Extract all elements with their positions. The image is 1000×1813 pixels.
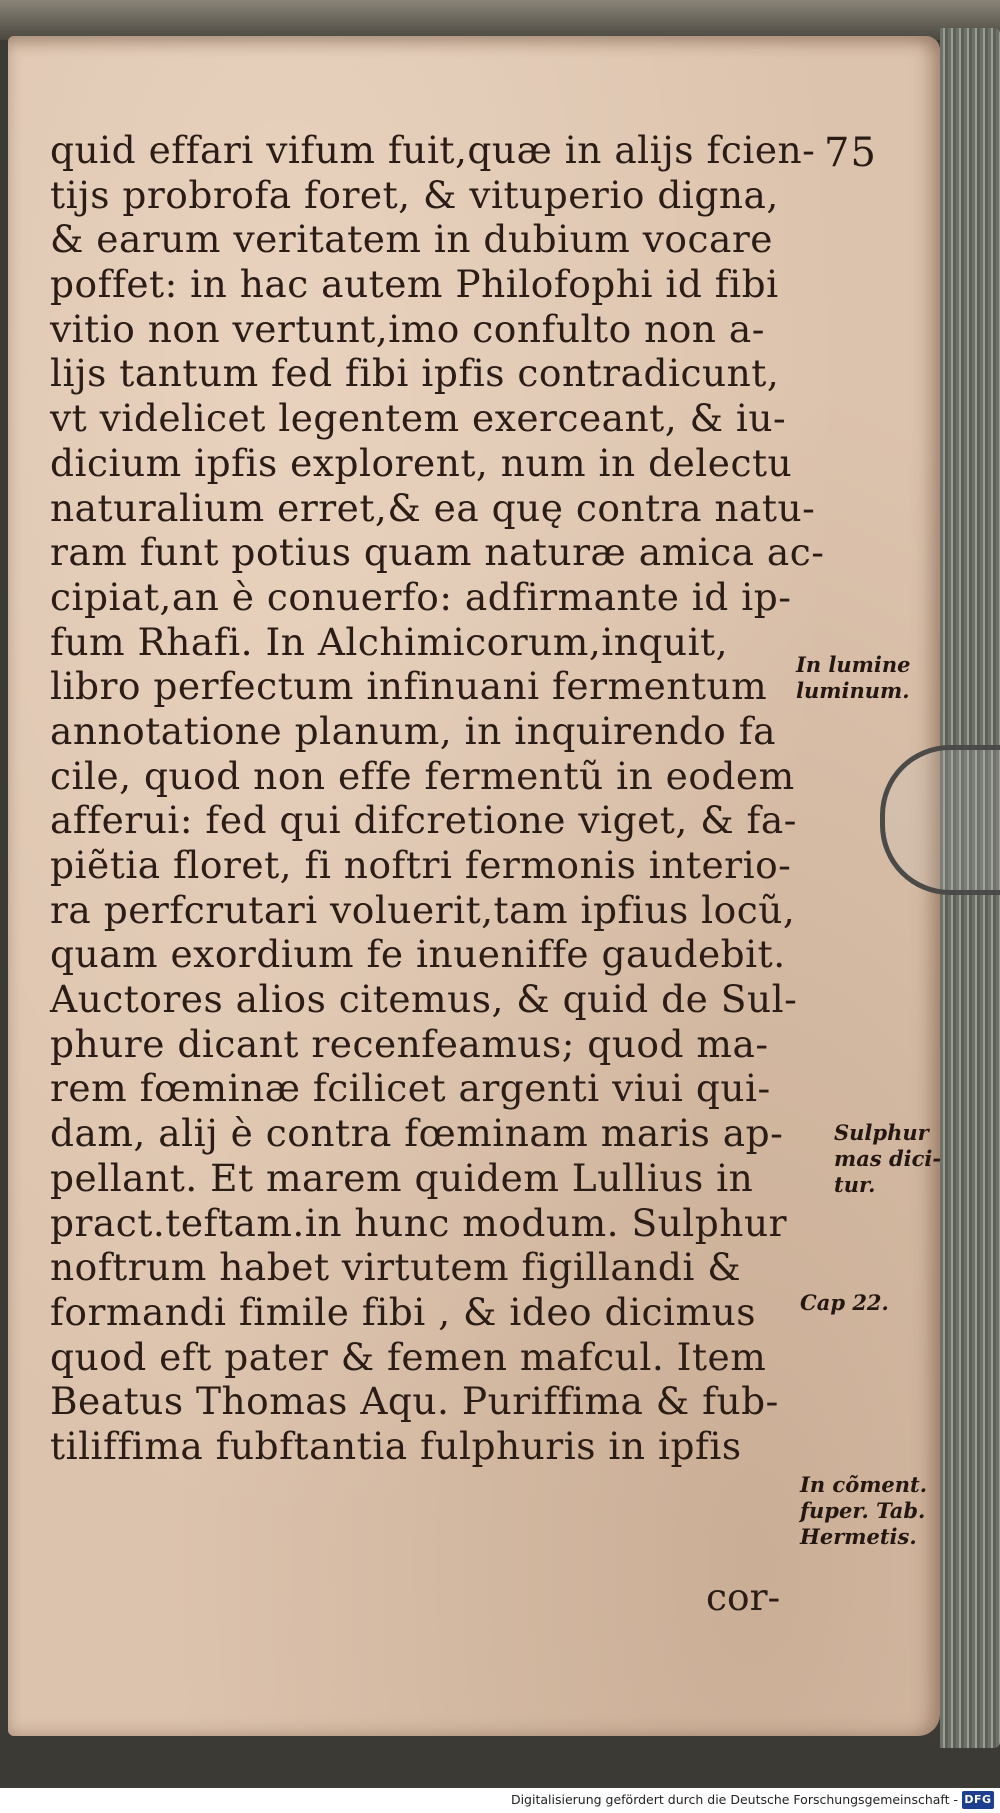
text-line: cile, quod non effe fermentũ in eodem bbox=[50, 753, 795, 798]
text-line: naturalium erret,& ea quę contra natu- bbox=[50, 485, 816, 530]
page-number: 75 bbox=[824, 130, 877, 176]
text-line: cipiat,an è conuerfo: adfirmante id ip- bbox=[50, 574, 792, 619]
text-line: lijs tantum fed fibi ipfis contradicunt, bbox=[50, 351, 780, 396]
text-line: ram funt potius quam naturæ amica ac- bbox=[50, 530, 825, 575]
text-line: afferui: fed qui difcretione viget, & fa- bbox=[50, 798, 797, 843]
marginal-note bbox=[834, 1120, 941, 1198]
text-line: vitio non vertunt,imo confulto non a- bbox=[50, 306, 765, 351]
text-line: quod eft pater & femen mafcul. Item bbox=[50, 1334, 767, 1379]
text-line: vt videlicet legentem exerceant, & iu- bbox=[50, 396, 787, 441]
text-line: noftrum habet virtutem figillandi & bbox=[50, 1245, 742, 1290]
marginal-note-line: Sulphur bbox=[834, 1120, 929, 1145]
body-text bbox=[50, 128, 825, 1469]
marginal-note-line: Hermetis. bbox=[800, 1524, 917, 1549]
text-line: ra perfcrutari voluerit,tam ipfius locũ, bbox=[50, 887, 796, 932]
dfg-logo: DFG bbox=[962, 1791, 994, 1809]
marginal-note bbox=[800, 1472, 927, 1550]
text-line: Beatus Thomas Aqu. Puriffima & fub- bbox=[50, 1379, 779, 1424]
footer-credit: Digitalisierung gefördert durch die Deutsche Forschungsgemeinschaft - bbox=[510, 1792, 958, 1807]
catchword: cor- bbox=[706, 1575, 781, 1619]
scan-top-edge bbox=[0, 0, 1000, 40]
text-line: piẽtia floret, fi noftri fermonis interio- bbox=[50, 843, 792, 887]
digitization-footer bbox=[0, 1788, 1000, 1813]
marginal-note-line: fuper. Tab. bbox=[800, 1498, 926, 1523]
text-line: dicium ipfis explorent, num in delectu bbox=[50, 440, 793, 485]
text-line: phure dicant recenfeamus; quod ma- bbox=[50, 1021, 769, 1066]
text-line: poffet: in hac autem Philofophi id fibi bbox=[50, 262, 779, 307]
marginal-note-line: mas dici- bbox=[834, 1146, 942, 1171]
text-line: quam exordium fe inueniffe gaudebit. bbox=[50, 932, 786, 977]
text-line: & earum veritatem in dubium vocare bbox=[50, 217, 773, 262]
text-line: dam, alij è contra fœminam maris ap- bbox=[50, 1111, 784, 1156]
text-line: quid effari vifum fuit,quæ in alijs fcien- bbox=[50, 128, 816, 172]
text-line: annotatione planum, in inquirendo fa bbox=[50, 708, 776, 753]
marginal-note bbox=[796, 652, 910, 704]
text-line: libro perfectum infinuani fermentum bbox=[50, 664, 768, 709]
marginal-note-line: tur. bbox=[834, 1172, 876, 1197]
page-clip bbox=[880, 745, 1000, 895]
marginal-note-line: In lumine bbox=[796, 652, 911, 677]
marginal-note bbox=[800, 1290, 889, 1316]
text-line: tiliffima fubftantia fulphuris in ipfis bbox=[50, 1423, 742, 1468]
text-line: formandi fimile fibi , & ideo dicimus bbox=[50, 1289, 756, 1334]
marginal-note-line: luminum. bbox=[796, 678, 910, 703]
text-line: pract.teftam.in hunc modum. Sulphur bbox=[50, 1200, 788, 1245]
text-line: rem fœminæ fcilicet argenti viui qui- bbox=[50, 1066, 771, 1111]
text-line: fum Rhafi. In Alchimicorum,inquit, bbox=[50, 619, 729, 664]
text-line: Auctores alios citemus, & quid de Sul- bbox=[50, 977, 798, 1022]
marginal-note-line: In cõment. bbox=[800, 1472, 928, 1497]
text-line: pellant. Et marem quidem Lullius in bbox=[50, 1155, 754, 1200]
marginal-note-line: Cap 22. bbox=[800, 1290, 889, 1315]
text-line: tijs probrofa foret, & vituperio digna, bbox=[50, 172, 779, 217]
